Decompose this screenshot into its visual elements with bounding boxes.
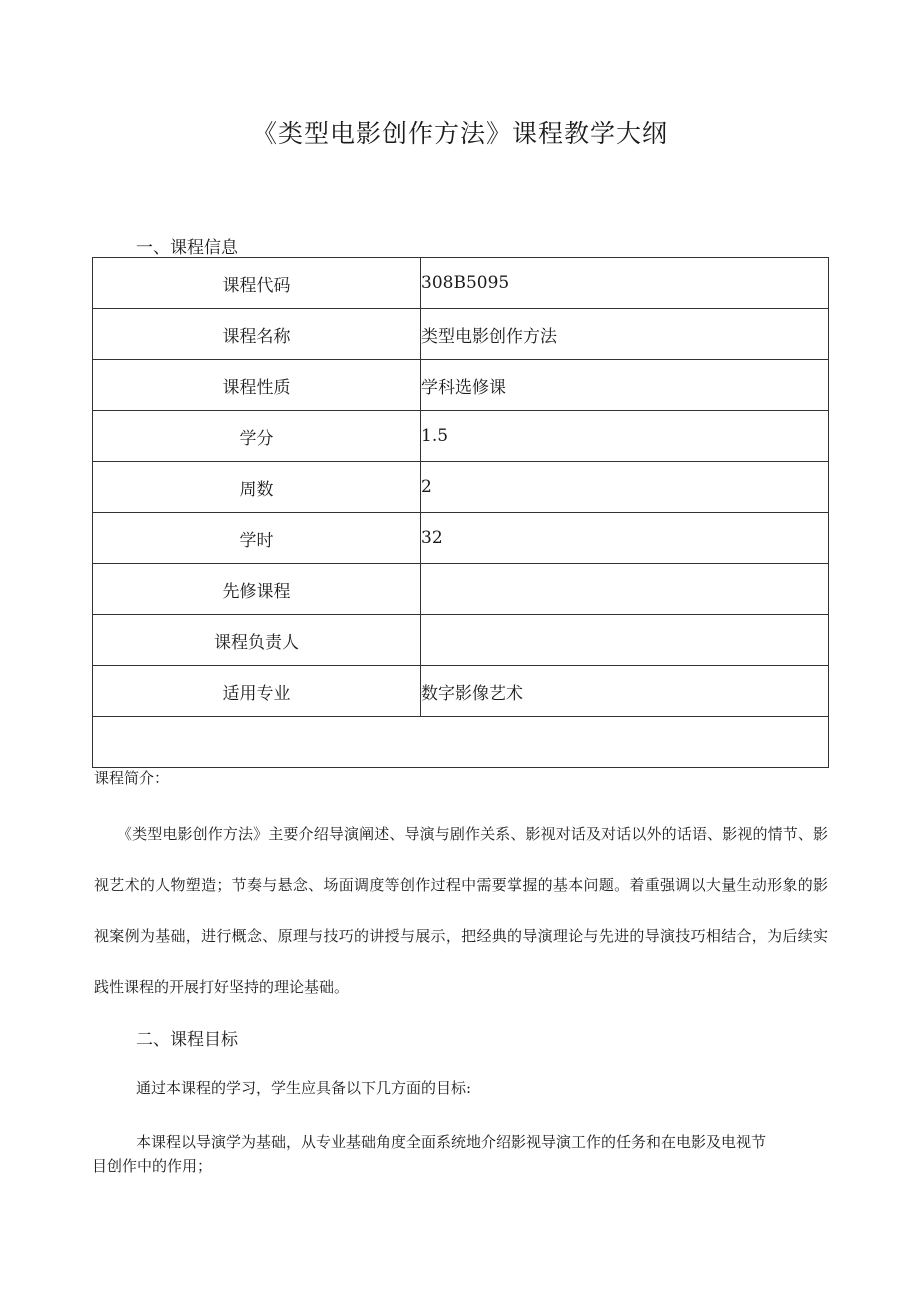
table-row: [93, 666, 829, 717]
row-label: 学分: [93, 411, 421, 462]
row-value: 类型电影创作方法: [421, 309, 829, 360]
course-intro-row: [93, 717, 829, 768]
row-value: 学科选修课: [421, 360, 829, 411]
goal-paragraph: 本课程以导演学为基础，从专业基础角度全面系统地介绍影视导演工作的任务和在电影及电视节目创作中的作用；: [92, 1133, 767, 1175]
row-label: 课程负责人: [93, 615, 421, 666]
row-value: [421, 564, 829, 615]
row-label: 周数: [93, 462, 421, 513]
document-title: 《类型电影创作方法》课程教学大纲: [251, 119, 668, 148]
row-label: 学时: [93, 513, 421, 564]
row-value: 308B5095: [421, 258, 829, 309]
table-row: [93, 360, 829, 411]
row-label: 课程代码: [93, 258, 421, 309]
course-intro-cell: [93, 717, 829, 996]
table-row: [93, 513, 829, 564]
course-info-table: [92, 257, 829, 996]
section-heading-course-goals: 二、课程目标: [136, 1030, 238, 1050]
course-intro-text: 《类型电影创作方法》主要介绍导演阐述、导演与剧作关系、影视对话及对话以外的话语、影视的情节、影视艺术的人物塑造；节奏与悬念、场面调度等创作过程中需要掌握的基本问题。着重强调以大量生动形象的影视案例为基础，进行概念、原理与技巧的讲授与展示，把经典的导演理论与先进的导演技巧相结合，为后续实践性课程的开展打好坚持的理论基础。: [94, 825, 828, 996]
table-row: [93, 411, 829, 462]
row-label: 适用专业: [93, 666, 421, 717]
row-label: 课程名称: [93, 309, 421, 360]
table-row: [93, 258, 829, 309]
row-value: 2: [421, 462, 829, 513]
course-intro-label: 课程简介：: [94, 769, 170, 787]
row-label: 先修课程: [93, 564, 421, 615]
table-row: [93, 615, 829, 666]
row-label: 课程性质: [93, 360, 421, 411]
row-value: 32: [421, 513, 829, 564]
section-heading-course-info: 一、课程信息: [136, 238, 238, 258]
row-value: 数字影像艺术: [421, 666, 829, 717]
row-value: [421, 615, 829, 666]
row-value: 1.5: [421, 411, 829, 462]
goals-intro-paragraph: 通过本课程的学习，学生应具备以下几方面的目标:: [136, 1079, 472, 1097]
table-row: [93, 309, 829, 360]
table-row: [93, 462, 829, 513]
table-row: [93, 564, 829, 615]
